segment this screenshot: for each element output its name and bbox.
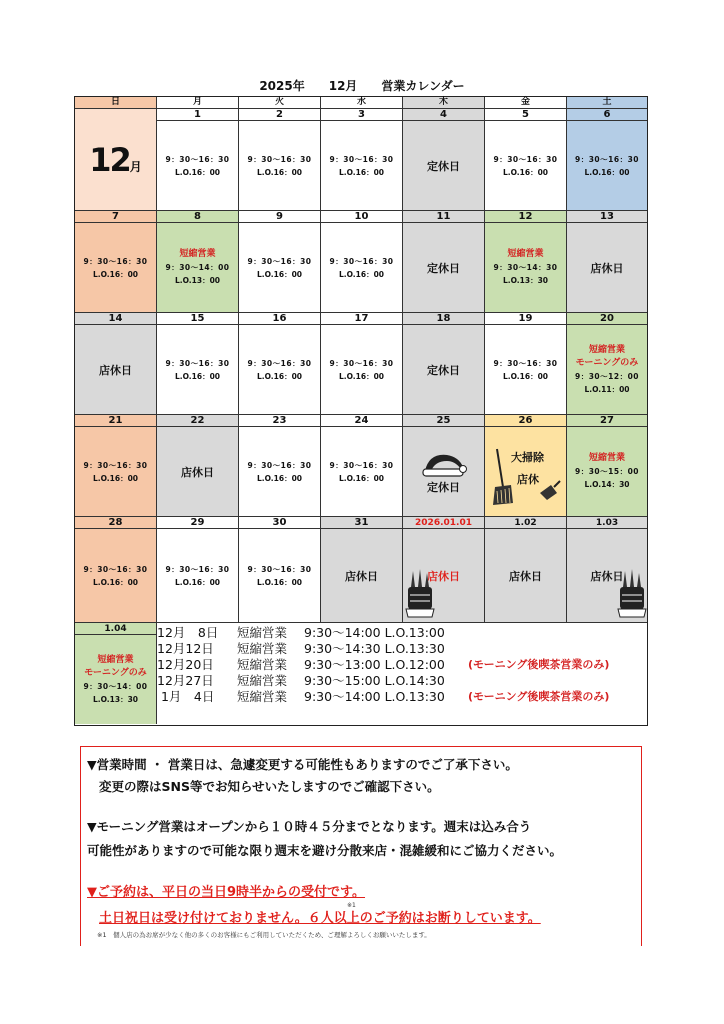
day-number: 5 [485, 109, 567, 121]
day-cell [403, 223, 485, 313]
day-cell [567, 223, 647, 313]
list-item: 12月 8日 短縮営業 9:30～14:00 L.O.13:00 [157, 625, 445, 640]
day-number: 21 [75, 415, 157, 427]
hours: 9：30～16：30 [247, 564, 312, 574]
day-number: 13 [567, 211, 647, 223]
day-number: 23 [239, 415, 321, 427]
store-holiday: 店休日 [181, 465, 214, 479]
day-cell [321, 121, 403, 211]
last-order: L.O.16：00 [256, 269, 303, 279]
regular-holiday: 定休日 [427, 480, 460, 494]
day-cell [567, 121, 647, 211]
short-hours-label: 短縮営業 [588, 344, 625, 355]
day-number: 28 [75, 517, 157, 529]
day-cell [485, 529, 567, 623]
short-hours-label: 短縮営業 [588, 453, 625, 463]
last-order: L.O.16：00 [256, 473, 303, 483]
last-order: L.O.13：00 [174, 276, 221, 285]
day-cell [321, 427, 403, 517]
weekday-fri: 金 [485, 97, 567, 109]
day-cell [239, 223, 321, 313]
hours: 9：30～12：00 [574, 371, 640, 381]
hours: 9：30～14：00 [165, 263, 230, 272]
last-order: L.O.13：30 [502, 276, 549, 285]
day-cell [403, 325, 485, 415]
day-cell [403, 529, 485, 623]
day-number: 27 [567, 415, 647, 427]
calendar-grid [74, 96, 648, 726]
day-cell [485, 427, 567, 517]
hours: 9：30～16：30 [247, 460, 312, 470]
day-number: 14 [75, 313, 157, 325]
day-number: 10 [321, 211, 403, 223]
weekday-tue: 火 [239, 97, 321, 109]
day-cell [321, 529, 403, 623]
hours: 9：30～16：30 [247, 154, 312, 164]
day-number: 8 [157, 211, 239, 223]
day-number: 1 [157, 109, 239, 121]
hours: 9：30～16：30 [493, 154, 558, 164]
footnote: ※1 個人店の為お席が少なく他の多くのお客様にもご利用していただくため、ご理解よろしくお願いいたします。 [97, 931, 431, 939]
day-number: 1.03 [567, 517, 647, 529]
reservation-notice: 土日祝日は受け付けておりません。６人以上のご予約はお断りしています。 [99, 911, 541, 926]
day-cell [321, 223, 403, 313]
last-order: L.O.16：00 [174, 577, 221, 587]
hours: 9：30～15：00 [574, 467, 640, 476]
store-holiday: 店休日 [345, 569, 378, 583]
kadomatsu-icon [617, 569, 647, 619]
day-number: 25 [403, 415, 485, 427]
day-number: 16 [239, 313, 321, 325]
last-order: L.O.16：00 [256, 577, 303, 587]
day-cell [567, 325, 647, 415]
hours: 9：30～16：30 [83, 460, 148, 470]
day-cell [157, 121, 239, 211]
special-hours-list [157, 625, 609, 705]
morning-only-label: モーニングのみ [575, 357, 639, 368]
last-order: L.O.16：00 [92, 269, 139, 279]
store-holiday: 店休日 [99, 363, 132, 377]
day-number: 19 [485, 313, 567, 325]
hours: 9：30～16：30 [83, 564, 148, 574]
hours: 9：30～16：30 [329, 256, 394, 266]
weekday-sun: 日 [75, 97, 157, 109]
day-number: 17 [321, 313, 403, 325]
day-cell [321, 325, 403, 415]
hours: 9：30～14：30 [493, 263, 558, 272]
day-number: 24 [321, 415, 403, 427]
list-item: 12月12日 短縮営業 9:30～14:30 L.O.13:30 [157, 641, 445, 656]
last-order: L.O.16：00 [92, 473, 139, 483]
day-cell [485, 121, 567, 211]
short-hours-label: 短縮営業 [179, 249, 216, 259]
day-number: 11 [403, 211, 485, 223]
calendar-title: 2025年 12月 営業カレンダー [259, 79, 465, 93]
day-cell [485, 325, 567, 415]
last-order: L.O.16：00 [174, 371, 221, 381]
day-number: 2026.01.01 [403, 517, 485, 529]
hours: 9：30～16：30 [165, 154, 230, 164]
last-order: L.O.16：00 [92, 577, 139, 587]
last-order: L.O.16：00 [174, 167, 221, 177]
day-number: 2 [239, 109, 321, 121]
store-holiday: 店休日 [509, 569, 542, 583]
day-cell [75, 325, 157, 415]
day-cell [567, 427, 647, 517]
day-number: 9 [239, 211, 321, 223]
day-cell [157, 427, 239, 517]
weekday-mon: 月 [157, 97, 239, 109]
last-order: L.O.16：00 [502, 371, 549, 381]
santa-hat-icon [421, 449, 467, 479]
short-hours-label: 短縮営業 [507, 249, 544, 259]
day-cell [157, 223, 239, 313]
hours: 9：30～16：30 [165, 564, 230, 574]
day-cell [239, 427, 321, 517]
day-number: 7 [75, 211, 157, 223]
weekday-thu: 木 [403, 97, 485, 109]
day-number: 26 [485, 415, 567, 427]
month-badge: 12月 [89, 140, 142, 179]
hours: 9：30～16：30 [83, 256, 148, 266]
last-order: L.O.16：00 [502, 167, 549, 177]
store-holiday: 店休日 [427, 569, 460, 583]
day-number: 15 [157, 313, 239, 325]
day-cell [75, 635, 157, 724]
notice-line: ▼営業時間 ・ 営業日は、急遽変更する可能性もありますのでご了承下さい。 [87, 757, 518, 772]
day-number: 3 [321, 109, 403, 121]
day-cell [239, 325, 321, 415]
hours: 9：30～16：30 [165, 358, 230, 368]
reservation-notice: ▼ご予約は、平日の当日9時半からの受付です。 [87, 885, 366, 900]
regular-holiday: 定休日 [427, 261, 460, 275]
day-cell [403, 427, 485, 517]
day-number: 6 [567, 109, 647, 121]
store-holiday: 店休日 [590, 569, 624, 583]
list-item: 12月20日 短縮営業 9:30～13:00 L.O.12:00 (モーニング後喫茶営業のみ) [157, 657, 610, 672]
last-order: L.O.16：00 [338, 269, 385, 279]
notice-box [80, 746, 642, 946]
day-cell [157, 529, 239, 623]
day-cell [75, 223, 157, 313]
list-item: 1月 4日 短縮営業 9:30～14:00 L.O.13:30 (モーニング後喫茶営業のみ) [157, 689, 610, 704]
hours: 9：30～16：30 [493, 358, 558, 368]
day-number: 1.04 [75, 623, 157, 635]
last-order: L.O.13：30 [92, 694, 139, 704]
footnote-mark: ※1 [347, 902, 356, 909]
kadomatsu-icon [405, 569, 435, 619]
hours: 9：30～16：30 [329, 358, 394, 368]
day-number: 30 [239, 517, 321, 529]
broom-icon [491, 447, 513, 507]
day-number: 22 [157, 415, 239, 427]
day-number: 31 [321, 517, 403, 529]
regular-holiday: 定休日 [427, 159, 460, 173]
last-order: L.O.16：00 [256, 371, 303, 381]
day-number: 20 [567, 313, 647, 325]
regular-holiday: 定休日 [427, 363, 460, 377]
hours: 9：30～16：30 [247, 256, 312, 266]
last-order: L.O.16：00 [338, 167, 385, 177]
notice-line: 変更の際はSNS等でお知らせいたしますのでご確認下さい。 [99, 779, 440, 794]
notice-line: 可能性がありますので可能な限り週末を避け分散来店・混雑緩和にご協力ください。 [87, 843, 563, 858]
notice-line: ▼モーニング営業はオープンから１０時４５分までとなります。週末は込み合う [87, 819, 532, 834]
hours: 9：30～14：00 [83, 681, 148, 691]
cleaning-closed-label: 店休 [517, 473, 539, 486]
morning-only-label: モーニングのみ [84, 667, 147, 678]
day-number: 29 [157, 517, 239, 529]
day-number: 18 [403, 313, 485, 325]
last-order: L.O.16：00 [338, 473, 385, 483]
day-cell [485, 223, 567, 313]
day-cell [239, 121, 321, 211]
day-cell [75, 529, 157, 623]
last-order: L.O.16：00 [584, 167, 630, 177]
hours: 9：30～16：30 [329, 460, 394, 470]
short-hours-label: 短縮営業 [97, 654, 134, 665]
store-holiday: 店休日 [590, 261, 624, 275]
day-cell [157, 325, 239, 415]
day-number: 1.02 [485, 517, 567, 529]
last-order: L.O.14：30 [584, 480, 630, 489]
hours: 9：30～16：30 [247, 358, 312, 368]
weekday-sat: 土 [567, 97, 647, 109]
hours: 9：30～16：30 [329, 154, 394, 164]
last-order: L.O.11：00 [584, 384, 630, 394]
dustpan-icon [537, 479, 561, 503]
day-cell [403, 121, 485, 211]
month-badge-cell [75, 109, 157, 211]
day-cell [567, 529, 647, 623]
last-order: L.O.16：00 [338, 371, 385, 381]
last-order: L.O.16：00 [256, 167, 303, 177]
weekday-wed: 水 [321, 97, 403, 109]
day-number: 4 [403, 109, 485, 121]
day-number: 12 [485, 211, 567, 223]
list-item: 12月27日 短縮営業 9:30～15:00 L.O.14:30 [157, 673, 445, 688]
cleaning-label: 大掃除 [511, 451, 544, 464]
day-cell [75, 427, 157, 517]
day-cell [239, 529, 321, 623]
hours: 9：30～16：30 [574, 154, 640, 164]
